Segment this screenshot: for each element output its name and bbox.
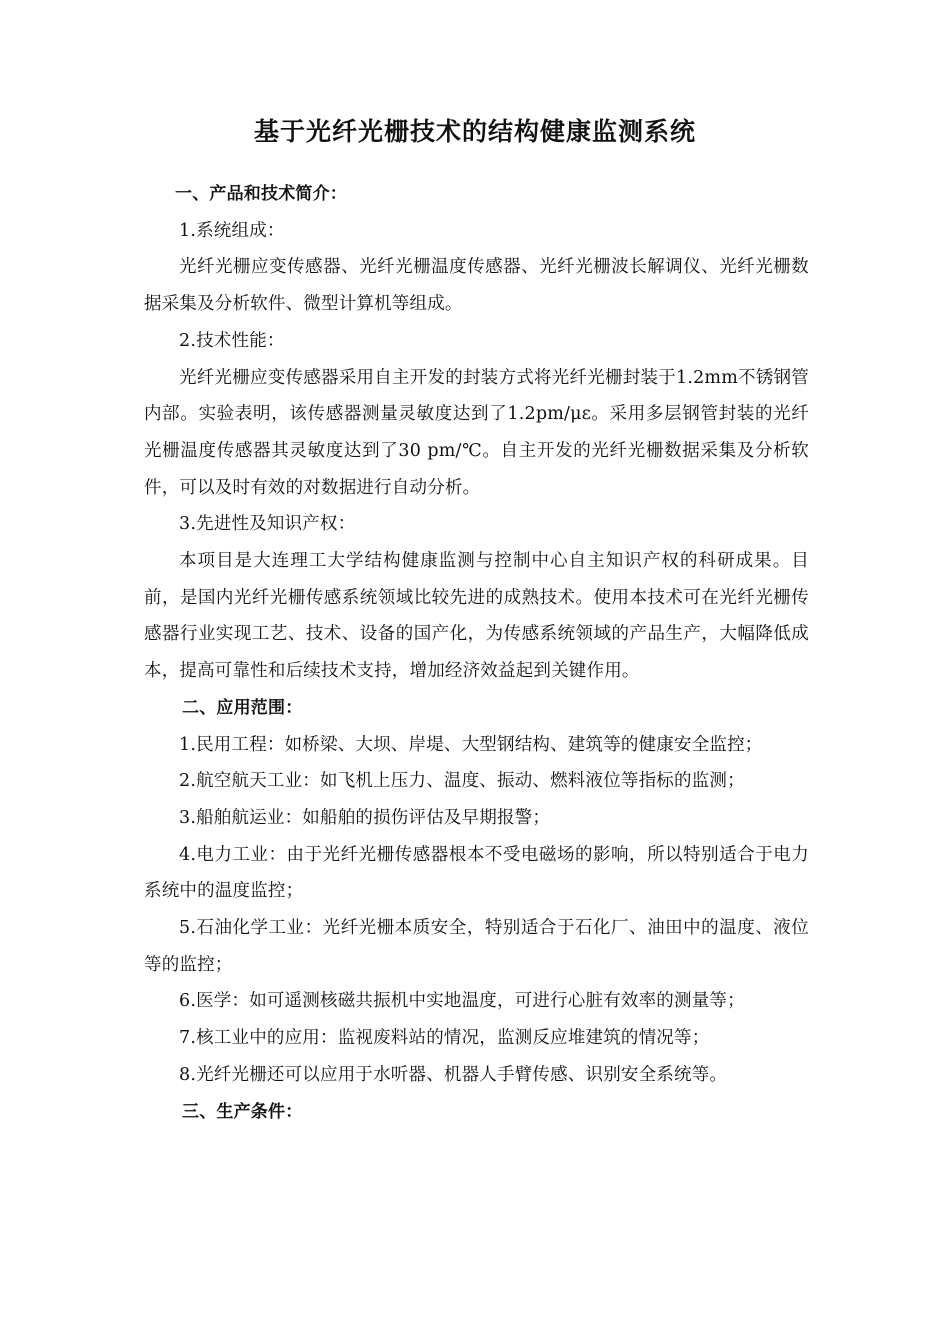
application-item-other: 8.光纤光栅还可以应用于水听器、机器人手臂传感、识别安全系统等。 [179,1064,728,1085]
application-item-shipping: 3.船舶航运业：如船舶的损伤评估及早期报警； [179,807,551,828]
application-item-petrochemical: 5.石油化学工业：光纤光栅本质安全，特别适合于石化厂、油田中的温度、液位等的监控； [144,918,809,975]
application-item-civil: 1.民用工程：如桥梁、大坝、岸堤、大型钢结构、建筑等的健康安全监控； [179,734,763,755]
section-heading-product-intro: 一、产品和技术简介： [175,184,347,204]
paragraph-advancement-ip: 本项目是大连理工大学结构健康监测与控制中心自主知识产权的科研成果。目前，是国内光纤光栅传感系统领域比较先进的成熟技术。使用本技术可在光纤光栅传感器行业实现工艺、技术、设备的国产化，为传感系统领域的产品生产，大幅降低成本，提高可靠性和后续技术支持，增加经济效益起到关键作用。 [144,551,809,682]
paragraph-system-composition: 光纤光栅应变传感器、光纤光栅温度传感器、光纤光栅波长解调仪、光纤光栅数据采集及分析软件、微型计算机等组成。 [144,257,809,315]
subheading-technical-performance: 2.技术性能： [179,330,285,351]
application-item-nuclear: 7.核工业中的应用：监视废料站的情况，监测反应堆建筑的情况等； [179,1028,710,1049]
application-item-power: 4.电力工业：由于光纤光栅传感器根本不受电磁场的影响，所以特别适合于电力系统中的温度监控； [144,844,809,902]
subheading-system-composition: 1.系统组成： [179,220,285,241]
document-body [144,176,809,1130]
application-item-aerospace: 2.航空航天工业：如飞机上压力、温度、振动、燃料液位等指标的监测； [179,771,745,792]
application-item-medical: 6.医学：如可遥测核磁共振机中实地温度，可进行心脏有效率的测量等； [179,991,745,1012]
document-title: 基于光纤光栅技术的结构健康监测系统 [253,117,696,146]
subheading-advancement-ip: 3.先进性及知识产权： [179,514,356,535]
paragraph-technical-performance: 光纤光栅应变传感器采用自主开发的封装方式将光纤光栅封装于1.2mm不锈钢管内部。实验表明，该传感器测量灵敏度达到了1.2pm/με。采用多层钢管封装的光纤光栅温度传感器其灵敏度达到了30 pm/℃。自主开发的光纤光栅数据采集及分析软件，可以及时有效的对数据进行自动分析。 [144,367,809,498]
section-heading-applications: 二、应用范围： [182,697,303,718]
section-heading-production-conditions: 三、生产条件： [182,1101,303,1122]
